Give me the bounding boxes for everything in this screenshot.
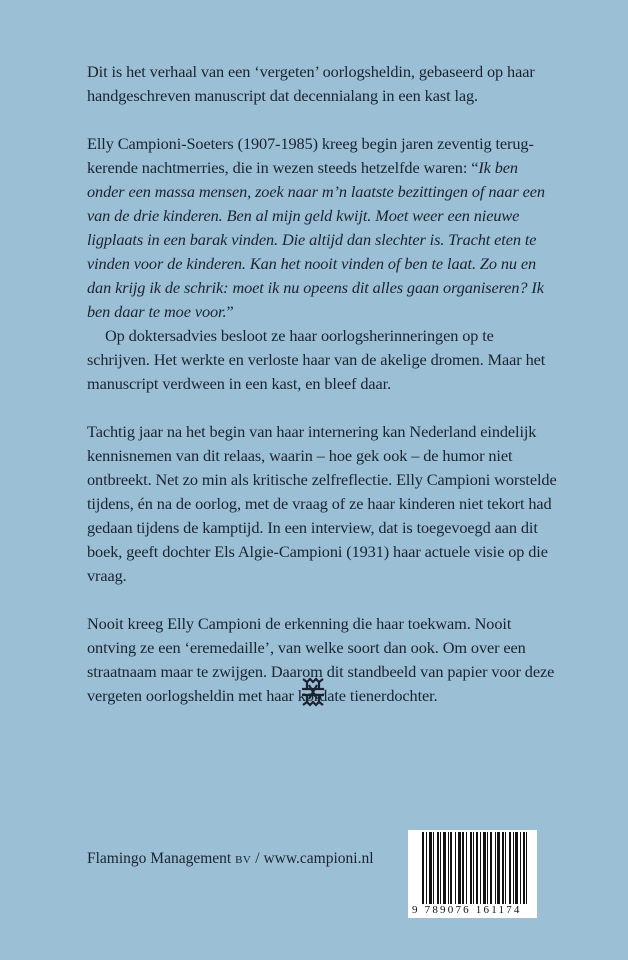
- paragraph-nightmares: [87, 132, 557, 324]
- paragraph-intro: Dit is het verhaal van een ‘vergeten’ oorlogsheldin, gebaseerd op haar handgeschreven manuscript dat decennialang in een kast lag.: [87, 62, 535, 105]
- back-cover-text: [87, 60, 557, 708]
- publisher-name: Flamingo Management: [87, 850, 232, 867]
- publisher-suffix: BV: [235, 854, 252, 866]
- isbn-barcode: [408, 830, 537, 918]
- nightmare-quote: Ik ben onder een massa mensen, zoek naar m’n laatste bezittingen of naar een van de drie kinderen. Ben al mijn geld kwijt. Moet weer een nieuwe ligplaats in een barak vinden. Die altijd dan slechter is. Tracht eten te vinden voor de kinderen. Kan het nooit vinden of ben te laat. Zo nu en dan krijg ik de schrik: moet ik nu opeens dit alles gaan organiseren? Ik ben daar te moe voor.: [87, 158, 545, 321]
- barcode-bars: [422, 832, 534, 904]
- paragraph-recognition: Nooit kreeg Elly Campioni de erkenning die haar toekwam. Nooit ontving ze een ‘eremedaille’, van welke soort dan ook. Om over een straatnaam maar te zwijgen. Daarom dit standbeeld van papier voor deze vergeten oorlogsheldin met haar kordate tienerdochter.: [87, 614, 555, 705]
- publisher-ornament-icon: [300, 677, 326, 707]
- paragraph-doctor-advice: Op doktersadvies besloot ze haar oorlogsherinneringen op te schrijven. Het werkte en verloste haar van de akelige dromen. Maar het manuscript verdween in een kast, en bleef daar.: [87, 326, 546, 393]
- paragraph-internment: Tachtig jaar na het begin van haar internering kan Nederland eindelijk kennisnemen van dit relaas, waarin – hoe gek ook – de humor niet ontbreekt. Net zo min als kritische zelfreflectie. Elly Campioni worstelde tijdens, én na de oorlog, met de vraag of ze haar kinderen niet tekort had gedaan tijdens de kamptijd. In een interview, dat is toegevoegd aan dit boek, geeft dochter Els Algie-Campioni (1931) haar actuele visie op die vraag.: [87, 422, 557, 585]
- publisher-footer: [87, 850, 374, 868]
- website-link[interactable]: www.campioni.nl: [263, 850, 374, 867]
- footer-separator: /: [251, 850, 264, 867]
- nightmares-intro: Elly Campioni-Soeters (1907-1985) kreeg begin jaren zeventig terugkerende nachtmerries, die in wezen steeds hetzelfde waren: “: [87, 134, 534, 177]
- isbn-digits: 9 789076 161174: [412, 904, 522, 916]
- quote-close: ”: [226, 302, 234, 321]
